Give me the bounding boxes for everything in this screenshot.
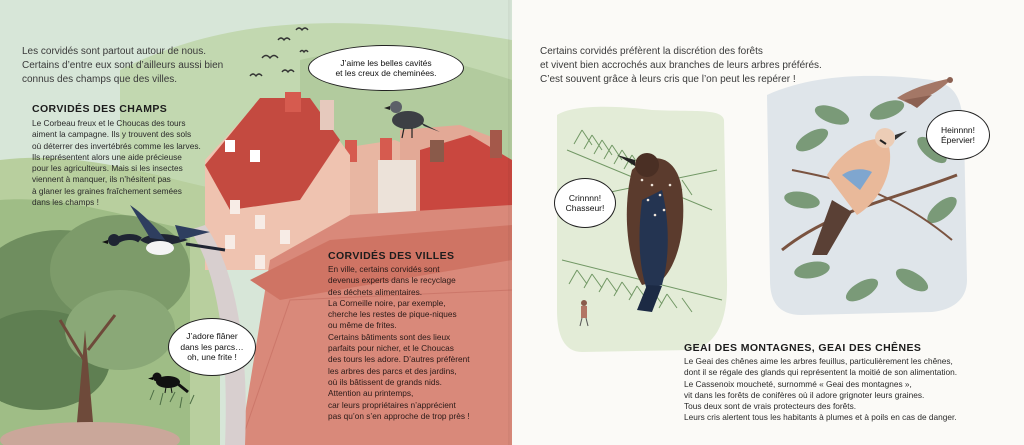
fields-heading: CORVIDÉS DES CHAMPS <box>32 103 168 115</box>
jays-heading: GEAI DES MONTAGNES, GEAI DES CHÊNES <box>684 342 922 354</box>
right-page <box>512 0 1024 445</box>
fields-text: Le Corbeau freux et le Choucas des tours aiment la campagne. Ils y trouvent des sols où déterrer des invertébrés comme les larves. Ils représentent alors une aide précieuse pour les agriculteurs. Mais si les insectes viennent à manquer, ils n’hésitent pas à glaner les graines fraîchement semées dans les champs ! <box>32 118 201 208</box>
book-gutter <box>508 0 516 445</box>
right-intro: Certains corvidés préfèrent la discrétion des forêts et vivent bien accrochés aux branches de leurs arbres préférés. C’est souvent grâce à leurs cris que l’on peut les repérer ! <box>540 46 822 85</box>
bubble-chimney-line-2: et les creux de cheminées. <box>335 68 437 78</box>
bubble-jay-line-2: Épervier! <box>940 135 975 145</box>
jays-text: Le Geai des chênes aime les arbres feuillus, particulièrement les chênes, dont il se régale des glands qui représentent la moitié de son alimentation. Le Cassenoix moucheté, surnommé « Geai des montagnes », vit dans les forêts de conifères où il adore grignoter leurs graines. Tous deux sont de vrais protecteurs des forêts. Leurs cris alertent tous les habitants à plumes et à poils en cas de danger. <box>684 356 958 423</box>
bubble-nutcracker-line-1: Crinnnn! <box>568 192 602 203</box>
cities-heading: CORVIDÉS DES VILLES <box>328 250 455 262</box>
bubble-jay-line-1: Heinnnn! <box>940 124 976 135</box>
speech-bubble-park <box>168 318 256 376</box>
bubble-nutcracker-line-2: Chasseur! <box>565 203 605 213</box>
left-intro: Les corvidés sont partout autour de nous. Certains d’entre eux sont d’ailleurs aussi bien connus des champs que des villes. <box>22 46 224 85</box>
speech-bubble-nutcracker <box>554 178 616 228</box>
cities-text: En ville, certains corvidés sont devenus experts dans le recyclage des déchets alimentaires. La Corneille noire, par exemple, cherche les restes de pique-niques ou même de frites. Certains bâtiments sont des lieux parfaits pour nicher, et le Choucas des tours les adore. D’autres préfèrent les arbres des parcs et des jardins, où ils bâtissent de grands nids. Attention au printemps, car leurs propriétaires n’apprécient pas qu’on s’en approche de trop près ! <box>328 264 470 421</box>
bubble-park-line-1: J’adore flâner <box>186 331 238 342</box>
bubble-park-line-2: dans les parcs… <box>180 341 244 352</box>
bubble-chimney-line-1: J’aime les belles cavités <box>340 57 432 68</box>
bubble-park-line-3: oh, une frite ! <box>187 352 237 363</box>
speech-bubble-chimney <box>308 45 464 91</box>
speech-bubble-jay <box>926 110 990 160</box>
